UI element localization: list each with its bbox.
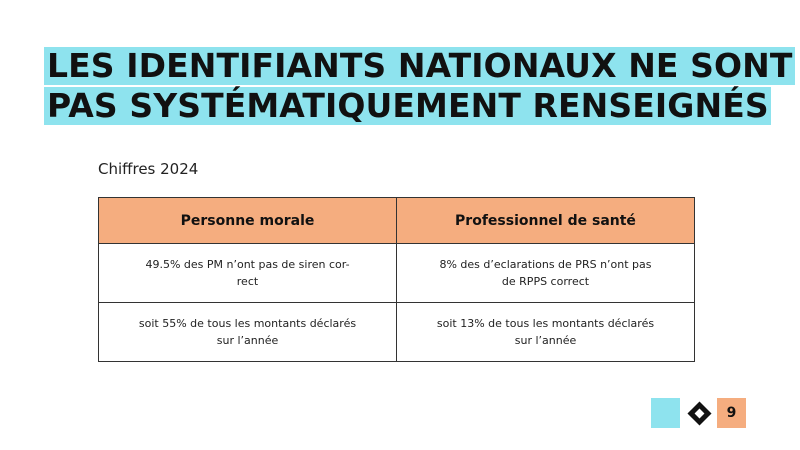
slide-footer-nav bbox=[651, 398, 746, 428]
cell-text: soit 13% de tous les montants déclarés sur l’année bbox=[436, 317, 655, 347]
table-cell bbox=[99, 244, 397, 303]
table-row bbox=[99, 244, 695, 303]
table-header-row bbox=[99, 198, 695, 244]
table-cell bbox=[397, 303, 695, 362]
page-number: 9 bbox=[717, 398, 746, 428]
cell-text: 49.5% des PM n’ont pas de siren cor-rect bbox=[145, 258, 350, 288]
header-professionnel-sante: Professionnel de santé bbox=[397, 198, 695, 244]
slide-title bbox=[44, 47, 795, 127]
slide-title-line-2: PAS SYSTÉMATIQUEMENT RENSEIGNÉS bbox=[44, 87, 771, 125]
table-cell bbox=[397, 244, 695, 303]
table-row bbox=[99, 303, 695, 362]
cell-text: 8% des d’eclarations de PRS n’ont pas de RPPS correct bbox=[439, 258, 652, 288]
slide-title-line-1: LES IDENTIFIANTS NATIONAUX NE SONT bbox=[44, 47, 795, 85]
cell-text: soit 55% de tous les montants déclarés sur l’année bbox=[138, 317, 357, 347]
table-cell bbox=[99, 303, 397, 362]
header-personne-morale: Personne morale bbox=[99, 198, 397, 244]
figures-table bbox=[98, 197, 695, 362]
accent-square bbox=[651, 398, 680, 428]
slide-subtitle: Chiffres 2024 bbox=[98, 160, 199, 178]
diamond-icon bbox=[687, 401, 711, 425]
